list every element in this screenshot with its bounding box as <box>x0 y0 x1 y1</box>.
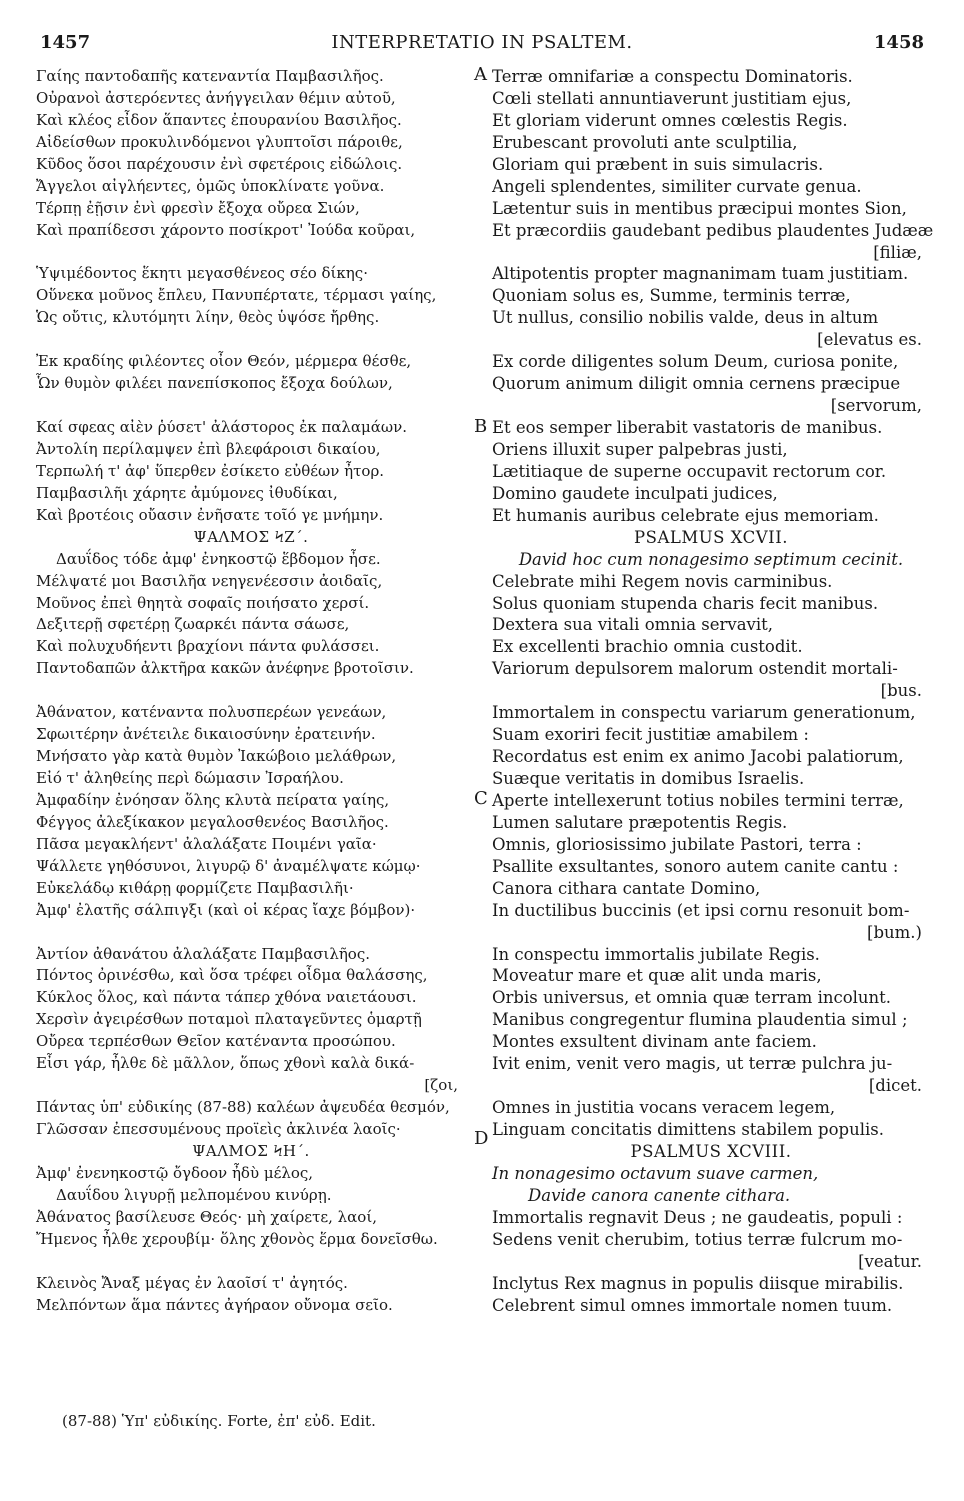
greek-verse-line: Εἰό τ' ἀληθείης περὶ δώμασιν Ἰσραήλου. <box>36 769 344 787</box>
margin-letter-c: C <box>474 788 488 809</box>
greek-verse-line: Ἀμφ' ἐνενηκοστῷ ὄγδοον ἦδὺ μέλος, <box>36 1163 314 1182</box>
latin-verse-line: Omnes in justitia vocans veracem legem, <box>492 1098 836 1118</box>
greek-verse-line: Κῦδος ὅσοι παρέχουσιν ἐνὶ σφετέροις εἰδώλοις. <box>36 154 403 173</box>
latin-verse-line: Ut nullus, consilio nobilis valde, deus in altum <box>492 308 879 328</box>
latin-verse-line: Manibus congregentur flumina plaudentia simul ; <box>492 1010 908 1030</box>
latin-verse-line: Quoniam solus es, Summe, terminis terræ, <box>492 286 851 306</box>
latin-verse-line: Davide canora canente cithara. <box>528 1185 791 1205</box>
latin-verse-line: Lætentur suis in mentibus præcipui montes Sion, <box>492 198 907 218</box>
greek-verse-line: Τερπωλή τ' ἀφ' ὕπερθεν ἐσίκετο εὐθέων ἦτορ. <box>36 461 385 480</box>
latin-verse-line: Immortalis regnavit Deus ; ne gaudeatis, populi : <box>492 1207 903 1227</box>
latin-verse-line: Omnis, gloriosissimo jubilate Pastori, terra : <box>492 834 862 854</box>
latin-verse-line: Psallite exsultantes, sonoro autem canite cantu : <box>492 856 899 876</box>
greek-verse-line: Καί σφεας αἰὲν ῥύσετ' ἀλάστορος ἐκ παλαμάων. <box>36 418 408 436</box>
greek-verse-line: Δαυΐδος τόδε ἀμφ' ἐνηκοστῷ ἕβδομον ἦσε. <box>56 549 381 568</box>
margin-letter-d: D <box>474 1128 489 1149</box>
latin-verse-line: Aperte intellexerunt totius nobiles termini terræ, <box>492 790 904 810</box>
margin-letter-a: A <box>474 64 487 85</box>
latin-verse-line: Suæque veritatis in domibus Israelis. <box>492 769 805 788</box>
blank-line <box>36 395 466 417</box>
latin-verse-line: Altipotentis propter magnanimam tuam justitiam. <box>492 264 909 284</box>
latin-verse-line: [servorum, <box>830 396 922 416</box>
latin-verse-line: [bum.) <box>867 922 922 942</box>
latin-verse-line: Gloriam qui præbent in suis simulacris. <box>492 154 824 174</box>
greek-verse-line: Κλεινὸς Ἄναξ μέγας ἐν λαοῖσί τ' ἀγητός. <box>36 1273 348 1292</box>
latin-verse-line: Celebrate mihi Regem novis carminibus. <box>492 571 833 591</box>
greek-verse-line: Μέλψατέ μοι Βασιλῆα νεηγενέεσσιν ἀοιδαῖς, <box>36 571 383 590</box>
latin-verse-line: Terræ omnifariæ a conspectu Dominatoris. <box>492 67 853 86</box>
greek-verse-line: Ἀντολίη περίλαμψεν ἐπὶ βλεφάροισι δικαίου, <box>36 439 381 458</box>
latin-verse-line: Variorum depulsorem malorum ostendit mortali- <box>492 659 898 679</box>
greek-verse-line: Μοῦνος ἐπεὶ θηητὰ σοφαῖς ποιήσατο χερσί. <box>36 593 370 612</box>
greek-verse-line: Πόντος ὀρινέσθω, καὶ ὅσα τρέφει οἶδμα θαλάσσης, <box>36 966 428 985</box>
greek-verse-line: Ψάλλετε γηθόσυνοι, λιγυρῷ δ' ἀναμέλψατε κώμῳ· <box>36 856 421 875</box>
greek-verse-line: Δαυΐδου λιγυρῇ μελπομένου κινύρῃ. <box>56 1185 332 1204</box>
latin-verse-line: David hoc cum nonagesimo septimum cecinit. <box>518 549 904 569</box>
greek-verse-line: Οὕνεκα μοῦνος ἔπλευ, Πανυπέρτατε, τέρμασι γαίης, <box>36 286 437 305</box>
greek-verse-line: Παντοδαπῶν ἀλκτῆρα κακῶν ἀνέφηνε βροτοῖσιν. <box>36 659 414 678</box>
latin-verse-line: Cœli stellati annuntiaverunt justitiam ejus, <box>492 88 852 108</box>
page-header <box>40 32 924 60</box>
greek-verse-line: Χερσὶν ἀγειρέσθων ποταμοὶ πλαταγεῦντες ὁμαρτῇ <box>36 1010 422 1029</box>
latin-verse-line: Angeli splendentes, similiter curvate genua. <box>492 176 862 196</box>
greek-verse-line: Ἐκ κραδίης φιλέοντες οἶον Θεόν, μέρμερα θέσθε, <box>36 352 412 371</box>
latin-verse-line: [veatur. <box>858 1251 922 1271</box>
greek-verse-line: Καὶ κλέος εἶδον ἅπαντες ἐπουρανίου Βασιλῆος. <box>36 110 402 129</box>
page-number-left: 1457 <box>40 32 91 53</box>
greek-verse-line: Ἀμφαδίην ἐνόησαν ὅλης κλυτὰ πείρατα γαίης, <box>36 790 390 809</box>
latin-verse-line: Ivit enim, venit vero magis, ut terræ pulchra ju- <box>492 1054 893 1074</box>
latin-verse-line: PSALMUS XCVII. <box>634 527 788 547</box>
greek-verse-line: [ζοι, <box>424 1076 458 1095</box>
greek-verse-line: Πάντας ὑπ' εὐδικίης (87-88) καλέων ἀψευδέα θεσμόν, <box>36 1098 450 1117</box>
greek-verse-line: Καὶ πραπίδεσσι χάροντο ποσίκροτ' Ἰούδα κοῦραι, <box>36 220 416 239</box>
latin-verse-line: Celebrent simul omnes immortale nomen tuum. <box>492 1295 893 1315</box>
latin-verse-line: Domino gaudete inculpati judices, <box>492 483 778 503</box>
latin-verse-line: In conspectu immortalis jubilate Regis. <box>492 944 820 964</box>
latin-verse-line: [dicet. <box>868 1076 922 1096</box>
greek-verse-line: Σφωιτέρην ἀνέτειλε δικαιοσύνην ἐρατεινήν. <box>36 725 376 744</box>
greek-verse-line: Ἀντίον ἀθανάτου ἀλαλάξατε Παμβασιλῆος. <box>36 944 371 963</box>
greek-verse-line: Δεξιτερῇ σφετέρῃ ζωαρκέι πάντα σάωσε, <box>36 615 350 634</box>
latin-verse-line: Canora cithara cantate Domino, <box>492 878 761 898</box>
latin-verse-line: Linguam concitatis dimittens stabilem populis. <box>492 1120 884 1139</box>
greek-verse-line: Ὑψιμέδοντος ἕκητι μεγασθένεος σέο δίκης· <box>36 264 368 283</box>
latin-verse-line: Dextera sua vitali omnia servavit, <box>492 615 774 635</box>
greek-verse-line: Γαίης παντοδαπῆς κατεναντία Παμβασιλῆος. <box>36 67 384 85</box>
latin-verse-line: Lætitiaque de superne occupavit rectorum cor. <box>492 461 887 481</box>
latin-verse-line: Et eos semper liberabit vastatoris de manibus. <box>492 418 883 437</box>
latin-column <box>492 66 934 1316</box>
greek-verse-line: Ἀθάνατον, κατέναντα πολυσπερέων γενεάων, <box>36 703 387 722</box>
greek-verse-line: Εὐκελάδῳ κιθάρῃ φορμίζετε Παμβασιλῆι· <box>36 878 354 897</box>
greek-verse-line: Μελπόντων ἅμα πάντες ἀγήραον οὔνομα σεῖο. <box>36 1295 393 1314</box>
latin-verse-line: In nonagesimo octavum suave carmen, <box>492 1163 819 1183</box>
greek-verse-line: Τέρπῃ ἐῇσιν ἐνὶ φρεσὶν ἔξοχα οὔρεα Σιών, <box>36 198 360 217</box>
page-number-right: 1458 <box>873 32 924 53</box>
blank-line <box>36 922 466 944</box>
greek-verse-line: Οὐρανοὶ ἀστερόεντες ἀνήγγειλαν θέμιν αὐτοῦ, <box>36 88 396 107</box>
margin-letter-b: B <box>474 416 488 437</box>
latin-verse-line: Ex excellenti brachio omnia custodit. <box>492 637 803 657</box>
latin-verse-line: [elevatus es. <box>817 330 922 350</box>
latin-verse-line: Et gloriam viderunt omnes cœlestis Regis. <box>492 110 848 130</box>
greek-verse-line: Οὔρεα τερπέσθων Θεῖον κατέναντα προσώπου. <box>36 1032 396 1051</box>
greek-column <box>36 66 466 1316</box>
latin-verse-line: In ductilibus buccinis (et ipsi cornu resonuit bom- <box>492 900 910 920</box>
blank-line <box>36 680 466 702</box>
latin-verse-line: Ex corde diligentes solum Deum, curiosa ponite, <box>492 352 899 372</box>
latin-verse-line: Orbis universus, et omnia quæ terram incolunt. <box>492 988 892 1008</box>
latin-verse-line: Erubescant provoluti ante sculptilia, <box>492 132 798 152</box>
greek-verse-line: Ὧν θυμὸν φιλέει πανεπίσκοπος ἔξοχα δούλων, <box>36 374 393 393</box>
blank-line <box>36 329 466 351</box>
greek-verse-line: Καὶ πολυχυδήεντι βραχίονι πάντα φυλάσσει. <box>36 637 380 656</box>
greek-verse-line: Μνήσατο γὰρ κατὰ θυμὸν Ἰακώβοιο μελάθρων, <box>36 747 397 766</box>
greek-verse-line: Ἤμενος ἦλθε χερουβίμ· ὅλης χθονὸς ἕρμα δονεῖσθω. <box>36 1229 438 1248</box>
greek-verse-line: Παμβασιλῆι χάρητε ἀμύμονες ἰθυδίκαι, <box>36 483 338 502</box>
footnote: (87-88) Ὑπ' εὐδικίης. Forte, ἐπ' εὐδ. Edit. <box>62 1412 376 1430</box>
latin-verse-line: Inclytus Rex magnus in populis diisque mirabilis. <box>492 1273 904 1293</box>
greek-verse-line: Κύκλος ὅλος, καὶ πάντα τάπερ χθόνα ναιετάουσι. <box>36 988 417 1007</box>
blank-line <box>36 1251 466 1273</box>
greek-verse-line: Φέγγος ἀλεξίκακον μεγαλοσθενέος Βασιλῆος. <box>36 812 389 831</box>
latin-verse-line: Suam exoriri fecit justitiæ amabilem : <box>492 725 809 745</box>
latin-verse-line: Quorum animum diligit omnia cernens præcipue <box>492 374 901 394</box>
latin-verse-line: Solus quoniam stupenda charis fecit manibus. <box>492 593 879 613</box>
latin-verse-line: [bus. <box>880 681 922 701</box>
latin-verse-line: Oriens illuxit super palpebras justi, <box>492 439 788 459</box>
greek-verse-line: Πᾶσα μεγακλήεντ' ἀλαλάξατε Ποιμένι γαῖα· <box>36 834 377 853</box>
greek-verse-line: Καὶ βροτέοις οὔασιν ἐνῆσατε τοῖό γε μνήμην. <box>36 505 384 524</box>
greek-verse-line: Γλῶσσαν ἐπεσσυμένους προϊεὶς ἀκλινέα λαοῖς· <box>36 1120 401 1138</box>
latin-verse-line: Et humanis auribus celebrate ejus memoriam. <box>492 505 879 525</box>
greek-verse-line: ΨΑΛΜΟΣ ϞΗ΄. <box>192 1141 310 1160</box>
greek-verse-line: Ἄγγελοι αἰγλήεντες, ὁμῶς ὑποκλίνατε γοῦνα. <box>36 176 385 195</box>
greek-verse-line: Ἀθάνατος βασίλευσε Θεός· μὴ χαίρετε, λαοί, <box>36 1207 377 1226</box>
greek-verse-line: Εἶσι γάρ, ἦλθε δὲ μᾶλλον, ὅπως χθονὶ καλὰ δικά- <box>36 1054 415 1073</box>
greek-verse-line: ΨΑΛΜΟΣ ϞΖ΄. <box>193 527 309 546</box>
greek-verse-line: Ἀμφ' ἐλατῆς σάλπιγξι (καὶ οἱ κέρας ἴαχε βόμβον)· <box>36 900 416 919</box>
latin-verse-line: [filiæ, <box>873 242 922 262</box>
latin-verse-line: Recordatus est enim ex animo Jacobi palatiorum, <box>492 747 904 767</box>
latin-verse-line: Moveatur mare et quæ alit unda maris, <box>492 966 822 986</box>
blank-line <box>36 242 466 264</box>
latin-verse-line: Immortalem in conspectu variarum generationum, <box>492 703 916 723</box>
greek-verse-line: Ὡς οὔτις, κλυτόμητι λίην, θεὸς ὑψόσε ἤρθης. <box>36 308 380 327</box>
latin-verse-line: Et præcordiis gaudebant pedibus plaudentes Judææ <box>492 220 934 240</box>
greek-verse-line: Αἰδείσθων προκυλινδόμενοι γλυπτοῖσι πάροιθε, <box>36 132 403 151</box>
latin-verse-line: Montes exsultent divinam ante faciem. <box>492 1032 817 1052</box>
latin-verse-line: Lumen salutare præpotentis Regis. <box>492 812 788 832</box>
latin-verse-line: Sedens venit cherubim, totius terræ fulcrum mo- <box>492 1229 903 1249</box>
running-title: INTERPRETATIO IN PSALTEM. <box>331 32 633 53</box>
latin-verse-line: PSALMUS XCVIII. <box>630 1141 792 1161</box>
